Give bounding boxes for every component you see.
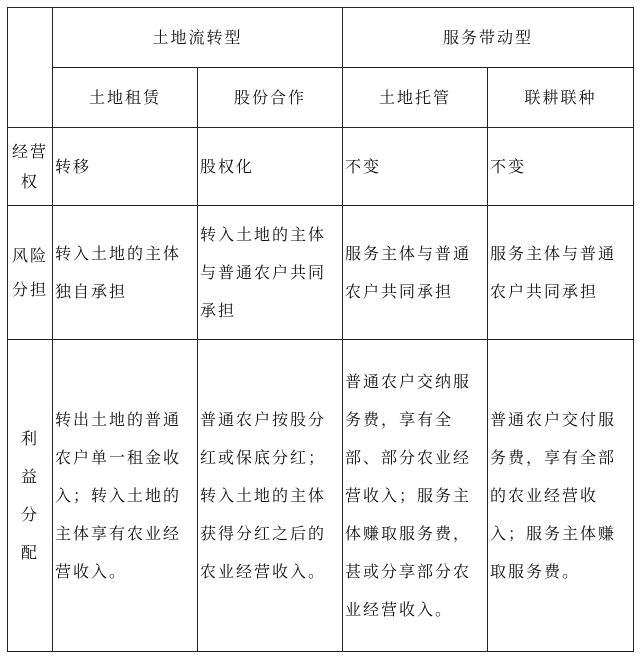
header-group-row: [8, 8, 634, 68]
row-label-char: 益: [20, 466, 39, 486]
cell-risk-land-trusteeship: 服务主体与普通农户共同承担: [343, 206, 488, 340]
row-label-risk-sharing: [8, 206, 53, 340]
cell-management-land-trusteeship: 不变: [343, 128, 488, 206]
corner-cell: [8, 8, 53, 128]
row-label-line: 经营: [11, 141, 48, 161]
cell-risk-joint-farming: 服务主体与普通农户共同承担: [488, 206, 634, 340]
row-label-char: 分: [20, 504, 39, 524]
row-label-line: 分担: [11, 279, 48, 299]
cell-management-share-cooperation: 股权化: [198, 128, 343, 206]
row-label-line: 权: [20, 171, 39, 191]
cell-management-joint-farming: 不变: [488, 128, 634, 206]
cell-benefit-land-trusteeship: 普通农户交纳服务费，享有全部、部分农业经营收入；服务主体赚取服务费，甚或分享部分农业经营收入。: [343, 340, 488, 652]
header-land-transfer-type: 土地流转型: [53, 8, 343, 68]
header-land-trusteeship: 土地托管: [343, 68, 488, 128]
header-land-lease: 土地租赁: [53, 68, 198, 128]
row-label-char: 利: [20, 428, 39, 448]
land-management-comparison-table: [7, 7, 634, 652]
row-label-benefit-distribution: [8, 340, 53, 652]
header-joint-farming: 联耕联种: [488, 68, 634, 128]
row-label-line: 风险: [11, 245, 48, 265]
row-label-management-right: [8, 128, 53, 206]
cell-risk-share-cooperation: 转入土地的主体与普通农户共同承担: [198, 206, 343, 340]
row-benefit-distribution: [8, 340, 634, 652]
header-share-cooperation: 股份合作: [198, 68, 343, 128]
cell-risk-land-lease: 转入土地的主体独自承担: [53, 206, 198, 340]
cell-benefit-land-lease: 转出土地的普通农户单一租金收入；转入土地的主体享有农业经营收入。: [53, 340, 198, 652]
cell-management-land-lease: 转移: [53, 128, 198, 206]
row-management-right: [8, 128, 634, 206]
row-label-char: 配: [20, 542, 39, 562]
header-subtype-row: [8, 68, 634, 128]
header-service-driven-type: 服务带动型: [343, 8, 634, 68]
cell-benefit-share-cooperation: 普通农户按股分红或保底分红；转入土地的主体获得分红之后的农业经营收入。: [198, 340, 343, 652]
row-risk-sharing: [8, 206, 634, 340]
cell-benefit-joint-farming: 普通农户交付服务费，享有全部的农业经营收入；服务主体赚取服务费。: [488, 340, 634, 652]
